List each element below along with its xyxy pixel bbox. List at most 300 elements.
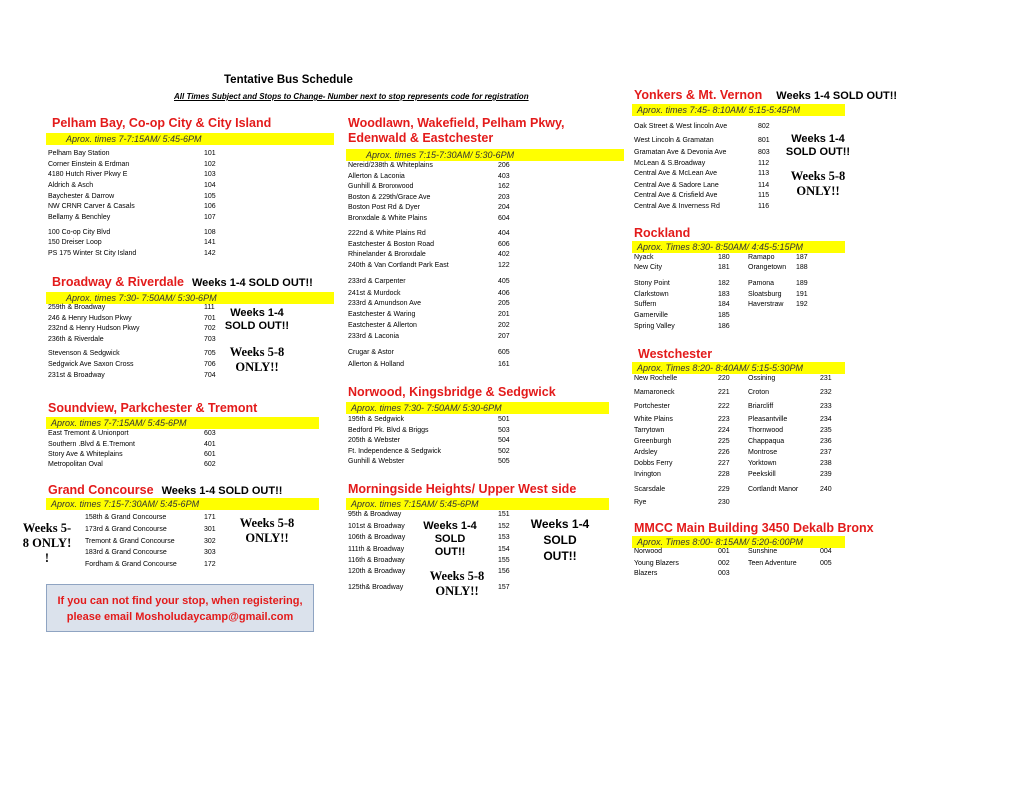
stop-name: Spring Valley [634, 323, 675, 330]
stop-name: Baychester & Darrow [48, 193, 115, 200]
stop-code: 402 [498, 251, 510, 258]
stop-row [748, 459, 832, 469]
stop-name: 100 Co-op City Blvd [48, 229, 111, 236]
stop-code: 801 [758, 137, 770, 144]
times-bar-rockland: Aprox. Times 8:30- 8:50AM/ 4:45-5:15PM [632, 241, 845, 253]
stop-name: Central Ave & Sadore Lane [634, 182, 719, 189]
stop-code: 406 [498, 290, 510, 297]
stop-name: Haverstraw [748, 301, 784, 308]
stop-code: 604 [498, 215, 510, 222]
stop-name: Story Ave & Whiteplains [48, 451, 123, 458]
stop-code: 232 [820, 389, 832, 396]
stop-code: 122 [498, 262, 510, 269]
stop-row [348, 522, 510, 532]
stop-name: Peekskill [748, 471, 776, 478]
stop-row [348, 310, 510, 320]
stop-code: 803 [758, 149, 770, 156]
stop-name: Eastchester & Boston Road [348, 241, 434, 248]
stop-name: Rye [634, 499, 647, 506]
stop-name: 222nd & White Plains Rd [348, 230, 426, 237]
stop-code: 606 [498, 241, 510, 248]
stop-name: 173rd & Grand Concourse [85, 526, 167, 533]
stop-code: 206 [498, 162, 510, 169]
stop-code: 303 [204, 549, 216, 556]
stop-code: 141 [204, 239, 216, 246]
stop-name: 95th & Broadway [348, 511, 402, 518]
stop-name: 233rd & Amundson Ave [348, 300, 422, 307]
stop-row [48, 360, 216, 370]
section-title-broadway [52, 275, 313, 291]
stop-code: 154 [498, 546, 510, 553]
stop-row [634, 191, 770, 201]
stop-name: 116th & Broadway [348, 557, 405, 564]
section-title-soundview: Soundview, Parkchester & Tremont [48, 401, 258, 415]
stop-row [48, 460, 216, 470]
stop-name: West Lincoln & Gramatan [634, 137, 714, 144]
stop-name: 158th & Grand Concourse [85, 514, 167, 521]
stop-code: 301 [204, 526, 216, 533]
stop-name: Dobbs Ferry [634, 460, 673, 467]
stop-code: 704 [204, 372, 216, 379]
stop-code: 237 [820, 449, 832, 456]
stop-code: 239 [820, 471, 832, 478]
times-bar-grand: Aprox. times 7:15-7:30AM/ 5:45-6PM [46, 498, 319, 510]
stop-code: 201 [498, 311, 510, 318]
stop-name: Pelham Bay Station [48, 150, 110, 157]
stop-row [634, 437, 730, 447]
stop-code: 403 [498, 173, 510, 180]
stop-row [634, 470, 730, 480]
note-sold-out-yonkers: Weeks 1-4 SOLD OUT!! [785, 133, 851, 158]
stop-name: Sloatsburg [748, 291, 782, 298]
stop-code: 235 [820, 427, 832, 434]
stop-name: Irvington [634, 471, 661, 478]
stop-code: 105 [204, 193, 216, 200]
section-title-mmcc: MMCC Main Building 3450 Dekalb Bronx [634, 521, 874, 535]
stop-row [634, 311, 730, 321]
stop-code: 207 [498, 333, 510, 340]
stop-code: 505 [498, 458, 510, 465]
stop-code: 102 [204, 161, 216, 168]
stop-code: 186 [718, 323, 730, 330]
stop-name: Oak Street & West lincoln Ave [634, 123, 728, 130]
stop-name: Bedford Pk. Blvd & Briggs [348, 427, 429, 434]
stop-name: 246 & Henry Hudson Pkwy [48, 315, 132, 322]
times-bar-westchester: Aprox. Times 8:20- 8:40AM/ 5:15-5:30PM [632, 362, 845, 374]
stop-row [634, 498, 730, 508]
stop-row [48, 181, 216, 191]
stop-row [48, 371, 216, 381]
stop-row [348, 214, 510, 224]
times-bar-broadway: Aprox. times 7:30- 7:50AM/ 5:30-6PM [46, 292, 334, 304]
stop-name: 233rd & Laconia [348, 333, 399, 340]
stop-code: 602 [204, 461, 216, 468]
stop-row [348, 289, 510, 299]
stop-code: 171 [204, 514, 216, 521]
stop-code: 202 [498, 322, 510, 329]
stop-row [348, 510, 510, 520]
stop-row [748, 300, 808, 310]
stop-code: 115 [758, 192, 770, 199]
stop-code: 238 [820, 460, 832, 467]
stop-row [48, 160, 216, 170]
stop-name: 150 Dreiser Loop [48, 239, 102, 246]
stop-name: Allerton & Holland [348, 361, 405, 368]
stop-code: 233 [820, 403, 832, 410]
stop-row [748, 426, 832, 436]
stop-row [634, 322, 730, 332]
stop-name: 236th & Riverdale [48, 336, 104, 343]
stop-code: 172 [204, 561, 216, 568]
stop-name: Blazers [634, 570, 658, 577]
stop-name: Portchester [634, 403, 670, 410]
stop-code: 187 [796, 254, 808, 261]
stop-name: Garnerville [634, 312, 668, 319]
stop-name: Scarsdale [634, 486, 666, 493]
stop-row [348, 193, 510, 203]
stop-row [48, 202, 216, 212]
stop-row [634, 169, 770, 179]
stop-row [748, 559, 832, 569]
stop-code: 302 [204, 538, 216, 545]
stop-code: 223 [718, 416, 730, 423]
stop-code: 153 [498, 534, 510, 541]
stop-row [634, 426, 730, 436]
stop-code: 004 [820, 548, 832, 555]
section-title-westchester: Westchester [638, 347, 713, 361]
stop-code: 705 [204, 350, 216, 357]
stop-row [748, 402, 832, 412]
stop-code: 103 [204, 171, 216, 178]
stop-code: 152 [498, 523, 510, 530]
stop-code: 405 [498, 278, 510, 285]
stop-name: 240th & Van Cortlandt Park East [348, 262, 449, 269]
stop-code: 182 [718, 280, 730, 287]
stop-row [634, 569, 730, 579]
stop-row [48, 149, 216, 159]
stop-name: Tarrytown [634, 427, 665, 434]
stop-name: Thornwood [748, 427, 784, 434]
stop-row [748, 470, 832, 480]
stop-name: 120th & Broadway [348, 568, 406, 575]
section-title-norwood: Norwood, Kingsbridge & Sedgwick [348, 385, 556, 399]
stop-name: Nereid/238th & Whiteplains [348, 162, 433, 169]
stop-row [348, 348, 510, 358]
stop-row [348, 533, 510, 543]
stop-name: Tremont & Grand Concourse [85, 538, 175, 545]
stop-name: 101st & Broadway [348, 523, 405, 530]
stop-name: Young Blazers [634, 560, 679, 567]
stop-row [348, 229, 510, 239]
note-sold-out-broadway: Weeks 1-4 SOLD OUT!! [224, 307, 290, 332]
stop-code: 155 [498, 557, 510, 564]
times-bar-norwood: Aprox. times 7:30- 7:50AM/ 5:30-6PM [346, 402, 609, 414]
stop-name: Suffern [634, 301, 657, 308]
stop-code: 106 [204, 203, 216, 210]
section-title-broadway-text: Broadway & Riverdale [52, 275, 184, 289]
stop-row [48, 170, 216, 180]
stop-row [748, 253, 808, 263]
stop-row [748, 437, 832, 447]
stop-name: Bronxdale & White Plains [348, 215, 427, 222]
note-only-grand-right: Weeks 5-8 ONLY!! [239, 516, 295, 545]
stop-code: 180 [718, 254, 730, 261]
stop-name: Boston Post Rd & Dyer [348, 204, 420, 211]
note-sold-out-morningside-right: Weeks 1-4 SOLD OUT!! [530, 517, 590, 563]
stop-code: 702 [204, 325, 216, 332]
stop-code: 113 [758, 170, 770, 177]
stop-code: 504 [498, 437, 510, 444]
stop-code: 142 [204, 250, 216, 257]
stop-row [634, 136, 770, 146]
stop-row [348, 436, 510, 446]
stop-name: Fordham & Grand Concourse [85, 561, 177, 568]
stop-row [348, 556, 510, 566]
stop-row [48, 450, 216, 460]
stop-name: Clarkstown [634, 291, 669, 298]
stop-row [634, 547, 730, 557]
stop-code: 236 [820, 438, 832, 445]
stop-code: 161 [498, 361, 510, 368]
stop-row [348, 447, 510, 457]
stop-name: Aldrich & Asch [48, 182, 94, 189]
stop-name: 233rd & Carpenter [348, 278, 406, 285]
section-title-rockland: Rockland [634, 226, 691, 240]
stop-row [634, 448, 730, 458]
sold-out-status-yonkers: Weeks 1-4 SOLD OUT!! [776, 90, 898, 102]
stop-row [348, 277, 510, 287]
stop-row [348, 299, 510, 309]
stop-code: 003 [718, 570, 730, 577]
stop-code: 191 [796, 291, 808, 298]
stop-name: Sunshine [748, 548, 778, 555]
stop-code: 111 [204, 304, 215, 311]
note-only-broadway: Weeks 5-8 ONLY!! [229, 345, 285, 374]
stop-row [348, 321, 510, 331]
stop-name: Central Ave & Inverness Rd [634, 203, 720, 210]
stop-row [348, 583, 510, 593]
stop-code: 188 [796, 264, 808, 271]
section-title-morningside: Morningside Heights/ Upper West side [348, 482, 577, 496]
stop-name: Orangetown [748, 264, 787, 271]
stop-name: Gunhill & Webster [348, 458, 405, 465]
page-title: Tentative Bus Schedule [224, 74, 353, 86]
stop-name: Boston & 229th/Grace Ave [348, 194, 431, 201]
stop-row [634, 253, 730, 263]
stop-code: 192 [796, 301, 808, 308]
stop-code: 112 [758, 160, 770, 167]
stop-name: Eastchester & Waring [348, 311, 416, 318]
stop-row [634, 415, 730, 425]
stop-row [348, 261, 510, 271]
stop-row [634, 279, 730, 289]
stop-row [85, 548, 216, 558]
stop-code: 156 [498, 568, 510, 575]
stop-name: 106th & Broadway [348, 534, 406, 541]
note-only-morningside: Weeks 5-8 ONLY!! [429, 569, 485, 598]
stop-row [634, 459, 730, 469]
stop-code: 601 [204, 451, 216, 458]
stop-name: Ft. Independence & Sedgwick [348, 448, 442, 455]
stop-name: New City [634, 264, 663, 271]
stop-code: 183 [718, 291, 730, 298]
stop-row [48, 349, 216, 359]
stop-name: 231st & Broadway [48, 372, 105, 379]
stop-name: Sedgwick Ave Saxon Cross [48, 361, 134, 368]
stop-name: Pleasantville [748, 416, 788, 423]
stop-code: 221 [718, 389, 730, 396]
stop-row [48, 324, 216, 334]
stop-name: Ossining [748, 375, 776, 382]
stop-name: Mamaroneck [634, 389, 675, 396]
stop-code: 230 [718, 499, 730, 506]
contact-box [46, 584, 314, 632]
stop-code: 005 [820, 560, 832, 567]
stop-code: 502 [498, 448, 510, 455]
stop-name: Ramapo [748, 254, 775, 261]
stop-row [348, 415, 510, 425]
stop-row [748, 263, 808, 273]
stop-row [634, 485, 730, 495]
stop-code: 603 [204, 430, 216, 437]
section-title-yonkers-text: Yonkers & Mt. Vernon [634, 88, 763, 102]
stop-row [634, 300, 730, 310]
stop-name: Eastchester & Allerton [348, 322, 417, 329]
stop-code: 108 [204, 229, 216, 236]
stop-code: 605 [498, 349, 510, 356]
stop-name: Yorktown [748, 460, 777, 467]
stop-code: 228 [718, 471, 730, 478]
stop-row [634, 402, 730, 412]
stop-code: 151 [498, 511, 510, 518]
stop-row [48, 429, 216, 439]
stop-name: Corner Einstein & Erdman [48, 161, 130, 168]
stop-name: Stony Point [634, 280, 670, 287]
stop-row [634, 374, 730, 384]
stop-code: 227 [718, 460, 730, 467]
stop-name: 241st & Murdock [348, 290, 401, 297]
stop-code: 181 [718, 264, 730, 271]
sold-out-status-broadway: Weeks 1-4 SOLD OUT!! [192, 277, 313, 289]
stop-row [348, 250, 510, 260]
times-bar-pelham: Aprox. times 7-7:15AM/ 5:45-6PM [46, 133, 334, 145]
stop-code: 225 [718, 438, 730, 445]
stop-code: 107 [204, 214, 216, 221]
stop-name: Cortlandt Manor [748, 486, 799, 493]
stop-name: Stevenson & Sedgwick [48, 350, 120, 357]
stop-code: 503 [498, 427, 510, 434]
stop-row [48, 192, 216, 202]
stop-row [348, 567, 510, 577]
stop-code: 802 [758, 123, 770, 130]
stop-row [348, 203, 510, 213]
stop-code: 231 [820, 375, 832, 382]
stop-code: 706 [204, 361, 216, 368]
stop-row [48, 249, 216, 259]
stop-name: Gunhill & Bronxwood [348, 183, 414, 190]
note-only-yonkers: Weeks 5-8 ONLY!! [790, 169, 846, 198]
section-title-yonkers [634, 88, 897, 104]
times-bar-yonkers: Aprox. times 7:45- 8:10AM/ 5:15-5:45PM [632, 104, 845, 116]
stop-row [634, 263, 730, 273]
stop-row [348, 426, 510, 436]
stop-row [348, 161, 510, 171]
stop-name: Greenburgh [634, 438, 672, 445]
stop-row [748, 290, 808, 300]
stop-code: 157 [498, 584, 510, 591]
stop-row [48, 440, 216, 450]
stop-name: Nyack [634, 254, 654, 261]
note-only-grand-left: Weeks 5-8 ONLY! ! [22, 521, 72, 565]
section-title-grand [48, 483, 282, 499]
stop-name: 195th & Sedgwick [348, 416, 405, 423]
stop-code: 701 [204, 315, 216, 322]
stop-row [748, 485, 832, 495]
stop-name: Bellamy & Benchley [48, 214, 111, 221]
stop-code: 104 [204, 182, 216, 189]
times-bar-woodlawn: Aprox. times 7:15-7:30AM/ 5:30-6PM [346, 149, 624, 161]
stop-name: Montrose [748, 449, 778, 456]
stop-name: McLean & S.Broadway [634, 160, 706, 167]
stop-code: 205 [498, 300, 510, 307]
stop-row [85, 560, 216, 570]
stop-name: Gramatan Ave & Devonia Ave [634, 149, 727, 156]
stop-row [634, 202, 770, 212]
stop-row [634, 559, 730, 569]
stop-name: Southern .Blvd & E.Tremont [48, 441, 135, 448]
stop-row [748, 415, 832, 425]
stop-code: 220 [718, 375, 730, 382]
stop-name: 183rd & Grand Concourse [85, 549, 167, 556]
stop-row [348, 545, 510, 555]
stop-code: 229 [718, 486, 730, 493]
sold-out-status-grand: Weeks 1-4 SOLD OUT!! [161, 485, 283, 497]
stop-name: 205th & Webster [348, 437, 401, 444]
stop-name: Crugar & Astor [348, 349, 394, 356]
stop-name: Central Ave & McLean Ave [634, 170, 718, 177]
stop-name: Chappaqua [748, 438, 785, 445]
stop-code: 501 [498, 416, 510, 423]
stop-code: 226 [718, 449, 730, 456]
stop-name: Rhinelander & Bronxdale [348, 251, 426, 258]
stop-code: 234 [820, 416, 832, 423]
stop-code: 224 [718, 427, 730, 434]
stop-name: Pamona [748, 280, 775, 287]
stop-name: 232nd & Henry Hudson Pkwy [48, 325, 140, 332]
stop-row [348, 360, 510, 370]
stop-row [85, 513, 216, 523]
times-bar-mmcc: Aprox. Times 8:00- 8:15AM/ 5:20-6:00PM [632, 536, 845, 548]
stop-name: White Plains [634, 416, 673, 423]
stop-row [85, 537, 216, 547]
stop-code: 185 [718, 312, 730, 319]
stop-name: 111th & Broadway [348, 546, 405, 553]
stop-row [48, 228, 216, 238]
stop-row [748, 388, 832, 398]
stop-name: Teen Adventure [748, 560, 797, 567]
note-sold-out-morningside: Weeks 1-4 SOLD OUT!! [423, 520, 477, 558]
times-bar-soundview: Aprox. times 7-7:15AM/ 5:45-6PM [46, 417, 319, 429]
stop-name: 259th & Broadway [48, 304, 106, 311]
section-title-pelham: Pelham Bay, Co-op City & City Island [52, 116, 272, 130]
stop-name: Croton [748, 389, 770, 396]
stop-row [748, 279, 808, 289]
stop-row [48, 335, 216, 345]
stop-row [634, 122, 770, 132]
stop-name: Ardsley [634, 449, 658, 456]
stop-row [348, 182, 510, 192]
stop-code: 401 [204, 441, 216, 448]
